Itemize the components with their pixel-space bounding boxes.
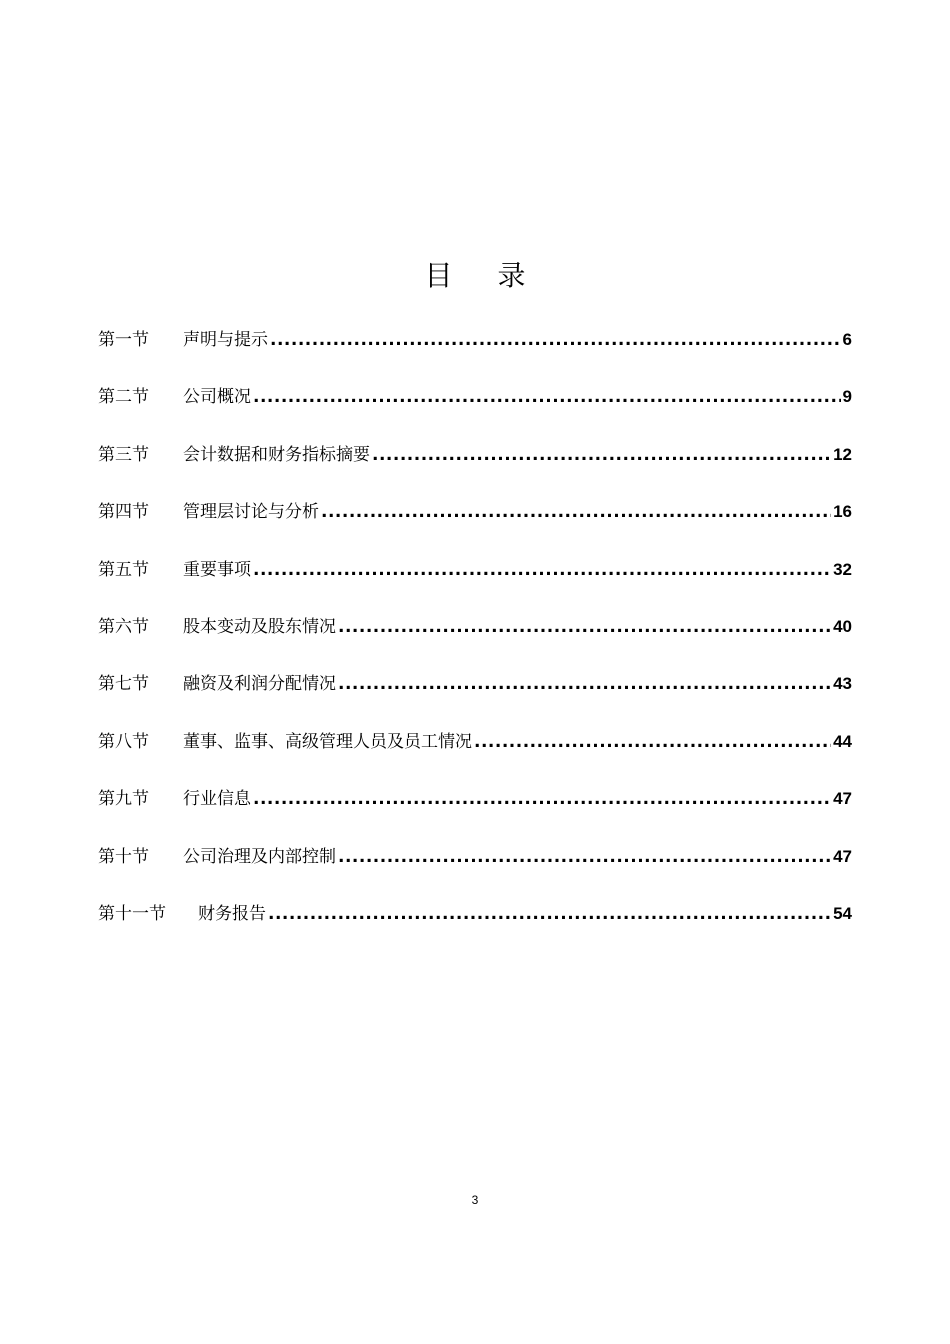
toc-dot-leader <box>270 326 841 354</box>
toc-section-label: 第十节 <box>98 846 149 867</box>
toc-dot-leader <box>372 441 831 469</box>
toc-entry[interactable] <box>98 556 852 613</box>
toc-section-label: 第四节 <box>98 502 149 523</box>
toc-page-number: 16 <box>833 502 852 522</box>
toc-dot-leader <box>253 383 841 411</box>
toc-heading: 股本变动及股东情况 <box>183 616 336 637</box>
toc-heading: 会计数据和财务指标摘要 <box>183 444 370 465</box>
toc-heading: 董事、监事、高级管理人员及员工情况 <box>183 731 472 752</box>
toc-entry[interactable] <box>98 900 852 957</box>
toc-page-number: 6 <box>842 330 852 349</box>
toc-entry[interactable] <box>98 326 852 383</box>
toc-dot-leader <box>338 670 831 698</box>
toc-page-number: 32 <box>833 559 852 579</box>
toc-dot-leader <box>268 900 831 928</box>
toc-section-label: 第七节 <box>98 674 149 695</box>
toc-entry[interactable] <box>98 785 852 842</box>
toc-section-label: 第十一节 <box>98 903 166 924</box>
toc-dot-leader <box>253 556 831 584</box>
toc-page-number: 12 <box>833 444 852 464</box>
toc-page-number: 54 <box>833 903 852 923</box>
toc-heading: 公司概况 <box>183 387 251 408</box>
page-number: 3 <box>471 1193 479 1207</box>
toc-section-label: 第三节 <box>98 444 149 465</box>
toc-entry[interactable] <box>98 441 852 498</box>
toc-entry[interactable] <box>98 498 852 555</box>
toc-heading: 财务报告 <box>198 903 266 924</box>
toc-section-label: 第六节 <box>98 616 149 637</box>
page-title: 目 录 <box>424 259 544 292</box>
toc-dot-leader <box>253 785 831 813</box>
toc-page-number: 9 <box>842 387 852 407</box>
toc-heading: 公司治理及内部控制 <box>183 846 336 867</box>
toc-page-number: 40 <box>833 616 852 636</box>
toc-entry[interactable] <box>98 613 852 670</box>
toc-heading: 融资及利润分配情况 <box>183 674 336 695</box>
toc-entry[interactable] <box>98 383 852 440</box>
toc-entry[interactable] <box>98 728 852 785</box>
toc-section-label: 第二节 <box>98 387 149 408</box>
toc-dot-leader <box>338 613 831 641</box>
toc-page-number: 47 <box>833 846 852 866</box>
toc-page-number: 47 <box>833 789 852 809</box>
toc-entry[interactable] <box>98 843 852 900</box>
toc-heading: 行业信息 <box>183 789 251 810</box>
toc-dot-leader <box>321 498 831 526</box>
toc-dot-leader <box>474 728 831 756</box>
toc-section-label: 第九节 <box>98 789 149 810</box>
toc-section-label: 第五节 <box>98 559 149 580</box>
table-of-contents <box>98 326 852 957</box>
toc-section-label: 第一节 <box>98 330 149 350</box>
toc-page-number: 43 <box>833 674 852 694</box>
toc-dot-leader <box>338 843 831 871</box>
toc-heading: 管理层讨论与分析 <box>183 502 319 523</box>
toc-heading: 声明与提示 <box>183 330 268 350</box>
toc-heading: 重要事项 <box>183 559 251 580</box>
toc-section-label: 第八节 <box>98 731 149 752</box>
toc-page-number: 44 <box>833 731 852 751</box>
toc-entry[interactable] <box>98 670 852 727</box>
